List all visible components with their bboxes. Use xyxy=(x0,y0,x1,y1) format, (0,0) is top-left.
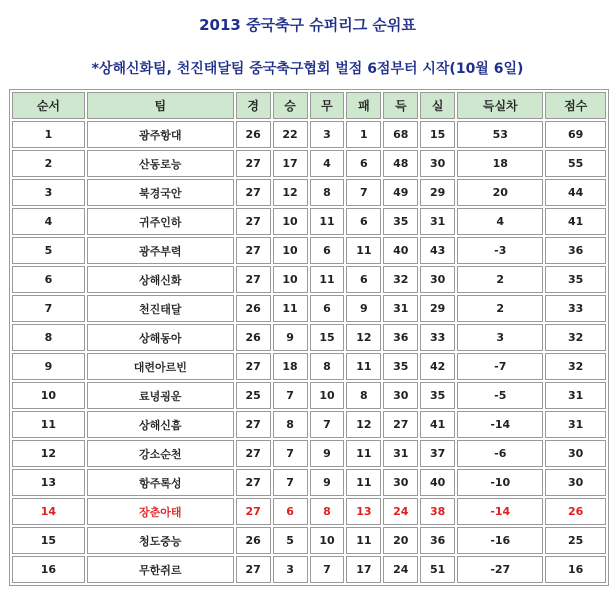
draws-cell: 8 xyxy=(310,498,345,525)
goals-against-cell: 29 xyxy=(420,179,455,206)
team-cell: 항주록성 xyxy=(87,469,234,496)
losses-cell: 12 xyxy=(346,411,381,438)
losses-cell: 11 xyxy=(346,440,381,467)
games-cell: 27 xyxy=(236,469,271,496)
points-cell: 36 xyxy=(545,237,606,264)
rank-cell: 14 xyxy=(12,498,85,525)
losses-cell: 6 xyxy=(346,150,381,177)
wins-cell: 6 xyxy=(273,498,308,525)
header-goals-for: 득 xyxy=(383,92,418,119)
points-cell: 35 xyxy=(545,266,606,293)
goals-against-cell: 15 xyxy=(420,121,455,148)
losses-cell: 11 xyxy=(346,353,381,380)
goals-for-cell: 24 xyxy=(383,556,418,583)
games-cell: 27 xyxy=(236,411,271,438)
draws-cell: 10 xyxy=(310,382,345,409)
rank-cell: 5 xyxy=(12,237,85,264)
losses-cell: 17 xyxy=(346,556,381,583)
table-row xyxy=(12,208,606,235)
goal-difference-cell: 20 xyxy=(457,179,543,206)
draws-cell: 6 xyxy=(310,237,345,264)
goals-against-cell: 38 xyxy=(420,498,455,525)
goals-against-cell: 51 xyxy=(420,556,455,583)
goal-difference-cell: -6 xyxy=(457,440,543,467)
wins-cell: 22 xyxy=(273,121,308,148)
header-rank: 순서 xyxy=(12,92,85,119)
table-row xyxy=(12,295,606,322)
draws-cell: 11 xyxy=(310,266,345,293)
games-cell: 25 xyxy=(236,382,271,409)
penalty-note: *상해신화팀, 천진태달팀 중국축구협회 벌점 6점부터 시작(10월 6일) xyxy=(91,61,524,77)
wins-cell: 18 xyxy=(273,353,308,380)
goals-against-cell: 42 xyxy=(420,353,455,380)
table-row xyxy=(12,324,606,351)
team-cell: 대련아르빈 xyxy=(87,353,234,380)
goals-against-cell: 43 xyxy=(420,237,455,264)
rank-cell: 4 xyxy=(12,208,85,235)
points-cell: 31 xyxy=(545,411,606,438)
table-row xyxy=(12,150,606,177)
losses-cell: 1 xyxy=(346,121,381,148)
draws-cell: 9 xyxy=(310,469,345,496)
losses-cell: 11 xyxy=(346,527,381,554)
table-row xyxy=(12,498,606,525)
draws-cell: 7 xyxy=(310,411,345,438)
team-cell: 강소순천 xyxy=(87,440,234,467)
header-points: 점수 xyxy=(545,92,606,119)
goals-for-cell: 31 xyxy=(383,295,418,322)
wins-cell: 7 xyxy=(273,382,308,409)
goals-against-cell: 31 xyxy=(420,208,455,235)
table-row xyxy=(12,353,606,380)
wins-cell: 10 xyxy=(273,237,308,264)
goals-against-cell: 30 xyxy=(420,266,455,293)
goal-difference-cell: 2 xyxy=(457,295,543,322)
rank-cell: 6 xyxy=(12,266,85,293)
games-cell: 27 xyxy=(236,150,271,177)
standings-body xyxy=(12,121,606,583)
games-cell: 27 xyxy=(236,498,271,525)
wins-cell: 10 xyxy=(273,266,308,293)
draws-cell: 8 xyxy=(310,179,345,206)
games-cell: 26 xyxy=(236,324,271,351)
rank-cell: 16 xyxy=(12,556,85,583)
games-cell: 26 xyxy=(236,527,271,554)
goals-against-cell: 33 xyxy=(420,324,455,351)
draws-cell: 3 xyxy=(310,121,345,148)
team-cell: 청도중능 xyxy=(87,527,234,554)
team-cell: 천진태달 xyxy=(87,295,234,322)
goals-for-cell: 36 xyxy=(383,324,418,351)
rank-cell: 15 xyxy=(12,527,85,554)
goal-difference-cell: -7 xyxy=(457,353,543,380)
goals-for-cell: 35 xyxy=(383,353,418,380)
team-cell: 장춘아태 xyxy=(87,498,234,525)
points-cell: 69 xyxy=(545,121,606,148)
header-row xyxy=(12,92,606,119)
wins-cell: 17 xyxy=(273,150,308,177)
table-row xyxy=(12,179,606,206)
rank-cell: 1 xyxy=(12,121,85,148)
goals-against-cell: 36 xyxy=(420,527,455,554)
team-cell: 북경국안 xyxy=(87,179,234,206)
team-cell: 료녕굉운 xyxy=(87,382,234,409)
goals-against-cell: 30 xyxy=(420,150,455,177)
losses-cell: 11 xyxy=(346,237,381,264)
table-row xyxy=(12,266,606,293)
rank-cell: 8 xyxy=(12,324,85,351)
wins-cell: 8 xyxy=(273,411,308,438)
goal-difference-cell: -27 xyxy=(457,556,543,583)
points-cell: 32 xyxy=(545,353,606,380)
games-cell: 27 xyxy=(236,208,271,235)
wins-cell: 12 xyxy=(273,179,308,206)
team-cell: 광주항대 xyxy=(87,121,234,148)
goals-against-cell: 41 xyxy=(420,411,455,438)
goal-difference-cell: -10 xyxy=(457,469,543,496)
losses-cell: 6 xyxy=(346,208,381,235)
table-row xyxy=(12,411,606,438)
goal-difference-cell: 2 xyxy=(457,266,543,293)
goals-for-cell: 24 xyxy=(383,498,418,525)
goals-for-cell: 30 xyxy=(383,382,418,409)
losses-cell: 9 xyxy=(346,295,381,322)
rank-cell: 7 xyxy=(12,295,85,322)
rank-cell: 9 xyxy=(12,353,85,380)
rank-cell: 11 xyxy=(12,411,85,438)
wins-cell: 10 xyxy=(273,208,308,235)
wins-cell: 7 xyxy=(273,440,308,467)
points-cell: 25 xyxy=(545,527,606,554)
goal-difference-cell: -5 xyxy=(457,382,543,409)
standings-table xyxy=(9,89,609,586)
points-cell: 16 xyxy=(545,556,606,583)
draws-cell: 4 xyxy=(310,150,345,177)
draws-cell: 6 xyxy=(310,295,345,322)
wins-cell: 9 xyxy=(273,324,308,351)
goals-for-cell: 27 xyxy=(383,411,418,438)
team-cell: 광주부력 xyxy=(87,237,234,264)
losses-cell: 8 xyxy=(346,382,381,409)
table-row xyxy=(12,527,606,554)
team-cell: 상해신화 xyxy=(87,266,234,293)
table-row xyxy=(12,469,606,496)
points-cell: 33 xyxy=(545,295,606,322)
goal-difference-cell: -3 xyxy=(457,237,543,264)
team-cell: 귀주인하 xyxy=(87,208,234,235)
points-cell: 30 xyxy=(545,440,606,467)
games-cell: 27 xyxy=(236,556,271,583)
goals-against-cell: 35 xyxy=(420,382,455,409)
rank-cell: 13 xyxy=(12,469,85,496)
goal-difference-cell: -14 xyxy=(457,411,543,438)
goal-difference-cell: 53 xyxy=(457,121,543,148)
wins-cell: 3 xyxy=(273,556,308,583)
goals-for-cell: 31 xyxy=(383,440,418,467)
goals-for-cell: 40 xyxy=(383,237,418,264)
games-cell: 27 xyxy=(236,353,271,380)
points-cell: 31 xyxy=(545,382,606,409)
header-wins: 승 xyxy=(273,92,308,119)
goals-for-cell: 30 xyxy=(383,469,418,496)
goal-difference-cell: -16 xyxy=(457,527,543,554)
draws-cell: 9 xyxy=(310,440,345,467)
points-cell: 44 xyxy=(545,179,606,206)
goals-against-cell: 37 xyxy=(420,440,455,467)
goal-difference-cell: 4 xyxy=(457,208,543,235)
rank-cell: 12 xyxy=(12,440,85,467)
header-losses: 패 xyxy=(346,92,381,119)
page-title: 2013 중국축구 슈퍼리그 순위표 xyxy=(199,16,416,34)
table-row xyxy=(12,237,606,264)
points-cell: 30 xyxy=(545,469,606,496)
points-cell: 26 xyxy=(545,498,606,525)
goals-for-cell: 48 xyxy=(383,150,418,177)
goal-difference-cell: 18 xyxy=(457,150,543,177)
header-goals-against: 실 xyxy=(420,92,455,119)
team-cell: 무한쥐르 xyxy=(87,556,234,583)
wins-cell: 11 xyxy=(273,295,308,322)
goals-for-cell: 20 xyxy=(383,527,418,554)
table-row xyxy=(12,556,606,583)
losses-cell: 7 xyxy=(346,179,381,206)
draws-cell: 11 xyxy=(310,208,345,235)
goals-against-cell: 29 xyxy=(420,295,455,322)
team-cell: 산동로능 xyxy=(87,150,234,177)
goal-difference-cell: 3 xyxy=(457,324,543,351)
games-cell: 26 xyxy=(236,295,271,322)
draws-cell: 10 xyxy=(310,527,345,554)
goals-for-cell: 68 xyxy=(383,121,418,148)
draws-cell: 7 xyxy=(310,556,345,583)
table-row xyxy=(12,440,606,467)
wins-cell: 7 xyxy=(273,469,308,496)
team-cell: 상해신흠 xyxy=(87,411,234,438)
losses-cell: 13 xyxy=(346,498,381,525)
team-cell: 상해동아 xyxy=(87,324,234,351)
games-cell: 26 xyxy=(236,121,271,148)
header-games: 경 xyxy=(236,92,271,119)
header-goal-difference: 득실차 xyxy=(457,92,543,119)
games-cell: 27 xyxy=(236,266,271,293)
losses-cell: 11 xyxy=(346,469,381,496)
table-row xyxy=(12,121,606,148)
header-team: 팀 xyxy=(87,92,234,119)
games-cell: 27 xyxy=(236,440,271,467)
points-cell: 55 xyxy=(545,150,606,177)
rank-cell: 10 xyxy=(12,382,85,409)
table-row xyxy=(12,382,606,409)
header-draws: 무 xyxy=(310,92,345,119)
points-cell: 41 xyxy=(545,208,606,235)
rank-cell: 3 xyxy=(12,179,85,206)
points-cell: 32 xyxy=(545,324,606,351)
wins-cell: 5 xyxy=(273,527,308,554)
goals-for-cell: 32 xyxy=(383,266,418,293)
losses-cell: 12 xyxy=(346,324,381,351)
goal-difference-cell: -14 xyxy=(457,498,543,525)
rank-cell: 2 xyxy=(12,150,85,177)
games-cell: 27 xyxy=(236,237,271,264)
draws-cell: 8 xyxy=(310,353,345,380)
games-cell: 27 xyxy=(236,179,271,206)
goals-for-cell: 49 xyxy=(383,179,418,206)
goals-for-cell: 35 xyxy=(383,208,418,235)
goals-against-cell: 40 xyxy=(420,469,455,496)
draws-cell: 15 xyxy=(310,324,345,351)
losses-cell: 6 xyxy=(346,266,381,293)
